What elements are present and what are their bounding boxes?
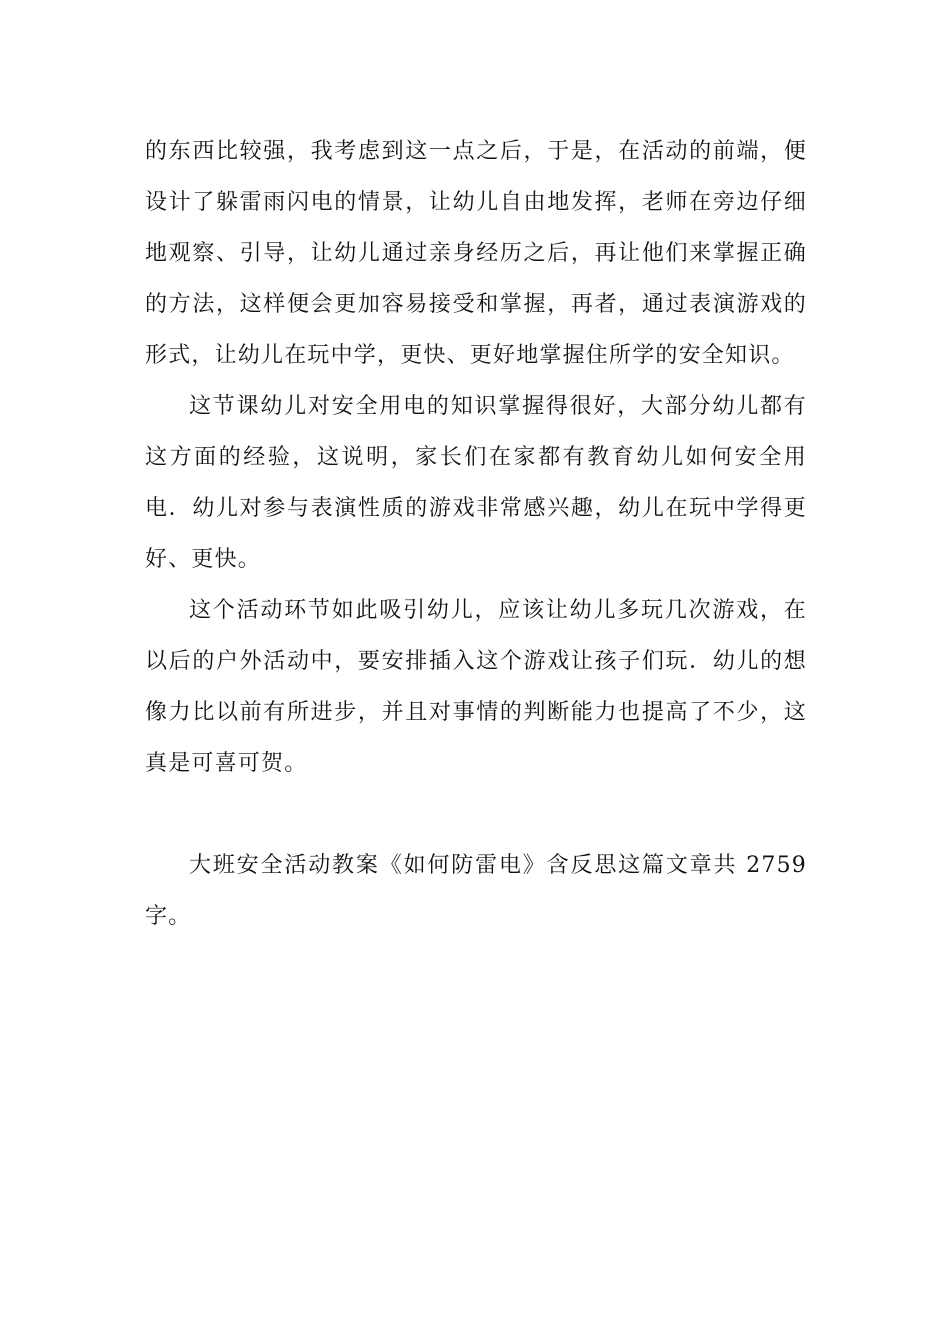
paragraph-reflection-1: 这节课幼儿对安全用电的知识掌握得很好，大部分幼儿都有这方面的经验，这说明，家长们在家都有教育幼儿如何安全用电．幼儿对参与表演性质的游戏非常感兴趣，幼儿在玩中学得更好、更快。: [145, 394, 807, 572]
paragraph-continuation: 的东西比较强，我考虑到这一点之后，于是，在活动的前端，便设计了躲雷雨闪电的情景，让幼儿自由地发挥，老师在旁边仔细地观察、引导，让幼儿通过亲身经历之后，再让他们来掌握正确的方法，这样便会更加容易接受和掌握，再者，通过表演游戏的形式，让幼儿在玩中学，更快、更好地掌握住所学的安全知识。: [145, 139, 807, 368]
document-body: [145, 126, 807, 942]
paragraph-reflection-2: 这个活动环节如此吸引幼儿，应该让幼儿多玩几次游戏，在以后的户外活动中，要安排插入这个游戏让孩子们玩．幼儿的想像力比以前有所进步，并且对事情的判断能力也提高了不少，这真是可喜可贺。: [145, 598, 807, 776]
article-summary: 大班安全活动教案《如何防雷电》含反思这篇文章共 2759 字。: [145, 853, 807, 929]
